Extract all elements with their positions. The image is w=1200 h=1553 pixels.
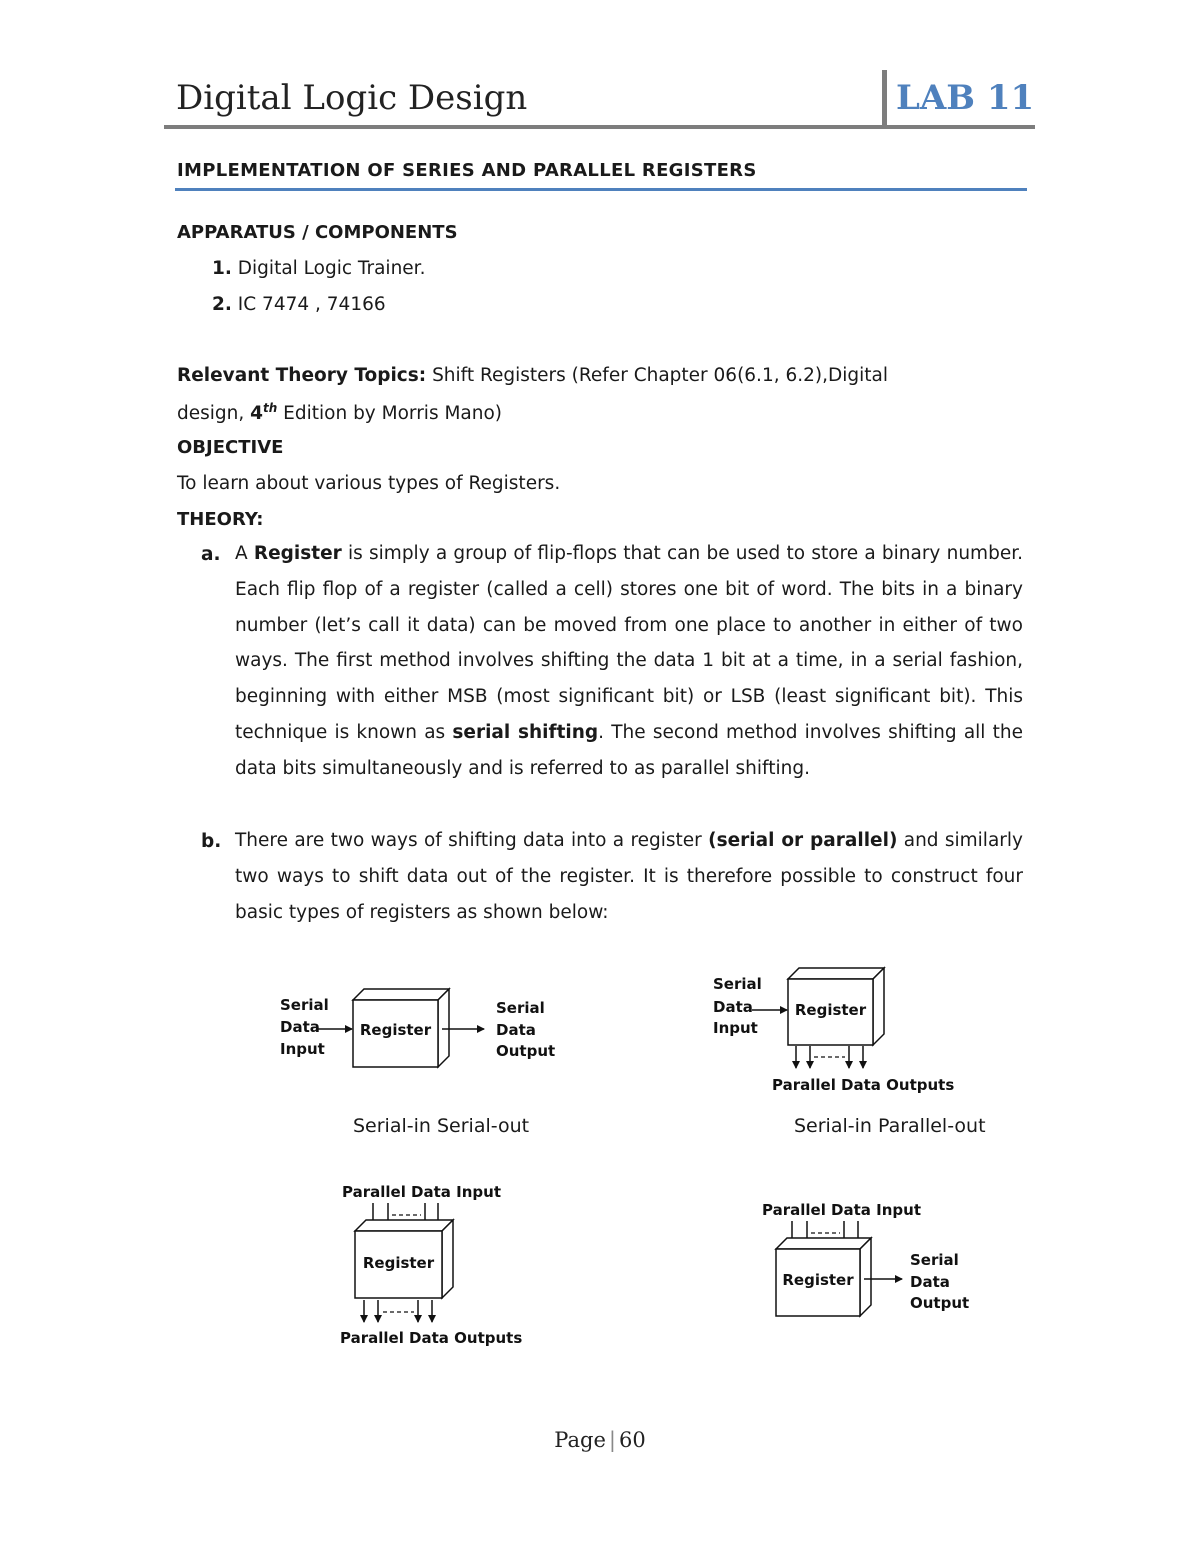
input-label: Input	[713, 1019, 758, 1037]
relevant-topics-label: Relevant Theory Topics:	[177, 365, 427, 386]
section-title: IMPLEMENTATION OF SERIES AND PARALLEL REGISTERS	[177, 160, 757, 181]
serial-parallel-term: (serial or parallel)	[708, 830, 898, 851]
output-label: Output	[496, 1042, 556, 1060]
relevant-topics-text: Shift Registers (Refer Chapter 06(6.1, 6.2),Digital	[426, 365, 888, 386]
edition-suffix: th	[263, 401, 278, 415]
page-number: 60	[618, 1428, 646, 1452]
relevant-text: design,	[177, 403, 251, 425]
data-label: Data	[496, 1021, 536, 1039]
serial-label: Serial	[713, 975, 762, 993]
paragraph-text: . The second method involves shifting all the data bits simultaneously and is referred to as parallel shifting.	[235, 721, 1023, 779]
serial-label: Serial	[280, 996, 329, 1014]
theory-heading: THEORY:	[177, 509, 264, 530]
serial-label: Serial	[496, 999, 545, 1017]
parallel-outputs-label: Parallel Data Outputs	[772, 1076, 955, 1094]
apparatus-heading: APPARATUS / COMPONENTS	[177, 222, 458, 243]
caption-siso: Serial-in Serial-out	[353, 1115, 530, 1137]
register-block	[788, 968, 884, 1045]
register-label: Register	[362, 1254, 435, 1272]
data-label: Data	[910, 1273, 950, 1291]
paragraph-text: There are two ways of shifting data into a register	[235, 830, 709, 851]
piso-diagram	[762, 1201, 969, 1316]
siso-diagram	[280, 989, 555, 1067]
register-label: Register	[782, 1271, 854, 1289]
item-text: Digital Logic Trainer.	[237, 258, 426, 279]
list-marker: b.	[201, 831, 222, 852]
parallel-input-label: Parallel Data Input	[762, 1201, 921, 1219]
relevant-text: Edition by Morris Mano)	[277, 403, 503, 425]
page-separator: |	[608, 1428, 616, 1452]
item-number: 2.	[212, 294, 232, 315]
item-text: IC 7474 , 74166	[237, 294, 386, 315]
objective-heading: OBJECTIVE	[177, 437, 284, 458]
paragraph-text: A	[235, 543, 254, 564]
serial-shifting-term: serial shifting	[452, 721, 599, 743]
register-label: Register	[794, 1001, 867, 1019]
paragraph-text: is simply a group of flip-flops that can be used to store a binary number. Each flip flop of a register (called a cell) stores one bit of word. The bits in a binary number (let’s call it data) can be moved from one place to another in either of two ways. The first method involves shifting the data 1 bit at a time, in a serial fashion, beginning with either MSB (most significant bit) or LSB (least significant bit). This technique is known as	[235, 543, 1023, 743]
register-block	[776, 1238, 871, 1316]
register-label: Register	[359, 1021, 432, 1039]
lab-number: LAB 11	[896, 78, 1035, 118]
data-label: Data	[280, 1018, 320, 1036]
register-block	[355, 1220, 453, 1298]
paragraph-text: and similarly two ways to shift data out of the register. It is therefore possible to construct four basic types of registers as shown below:	[235, 830, 1023, 923]
edition-number: 4	[250, 403, 264, 425]
page-label: Page	[554, 1428, 606, 1452]
serial-label: Serial	[910, 1251, 959, 1269]
parallel-outputs-label: Parallel Data Outputs	[340, 1329, 523, 1347]
input-label: Input	[280, 1040, 325, 1058]
register-term: Register	[253, 543, 342, 564]
pipo-diagram	[340, 1183, 522, 1347]
output-label: Output	[910, 1294, 970, 1312]
sipo-diagram	[713, 968, 954, 1094]
parallel-input-label: Parallel Data Input	[342, 1183, 501, 1201]
page-footer	[0, 1428, 1200, 1452]
caption-sipo: Serial-in Parallel-out	[794, 1115, 986, 1137]
document-title: Digital Logic Design	[176, 78, 528, 118]
item-number: 1.	[212, 258, 232, 279]
data-label: Data	[713, 998, 753, 1016]
list-marker: a.	[201, 544, 221, 565]
register-block	[353, 989, 449, 1067]
objective-text: To learn about various types of Registers.	[177, 473, 561, 494]
